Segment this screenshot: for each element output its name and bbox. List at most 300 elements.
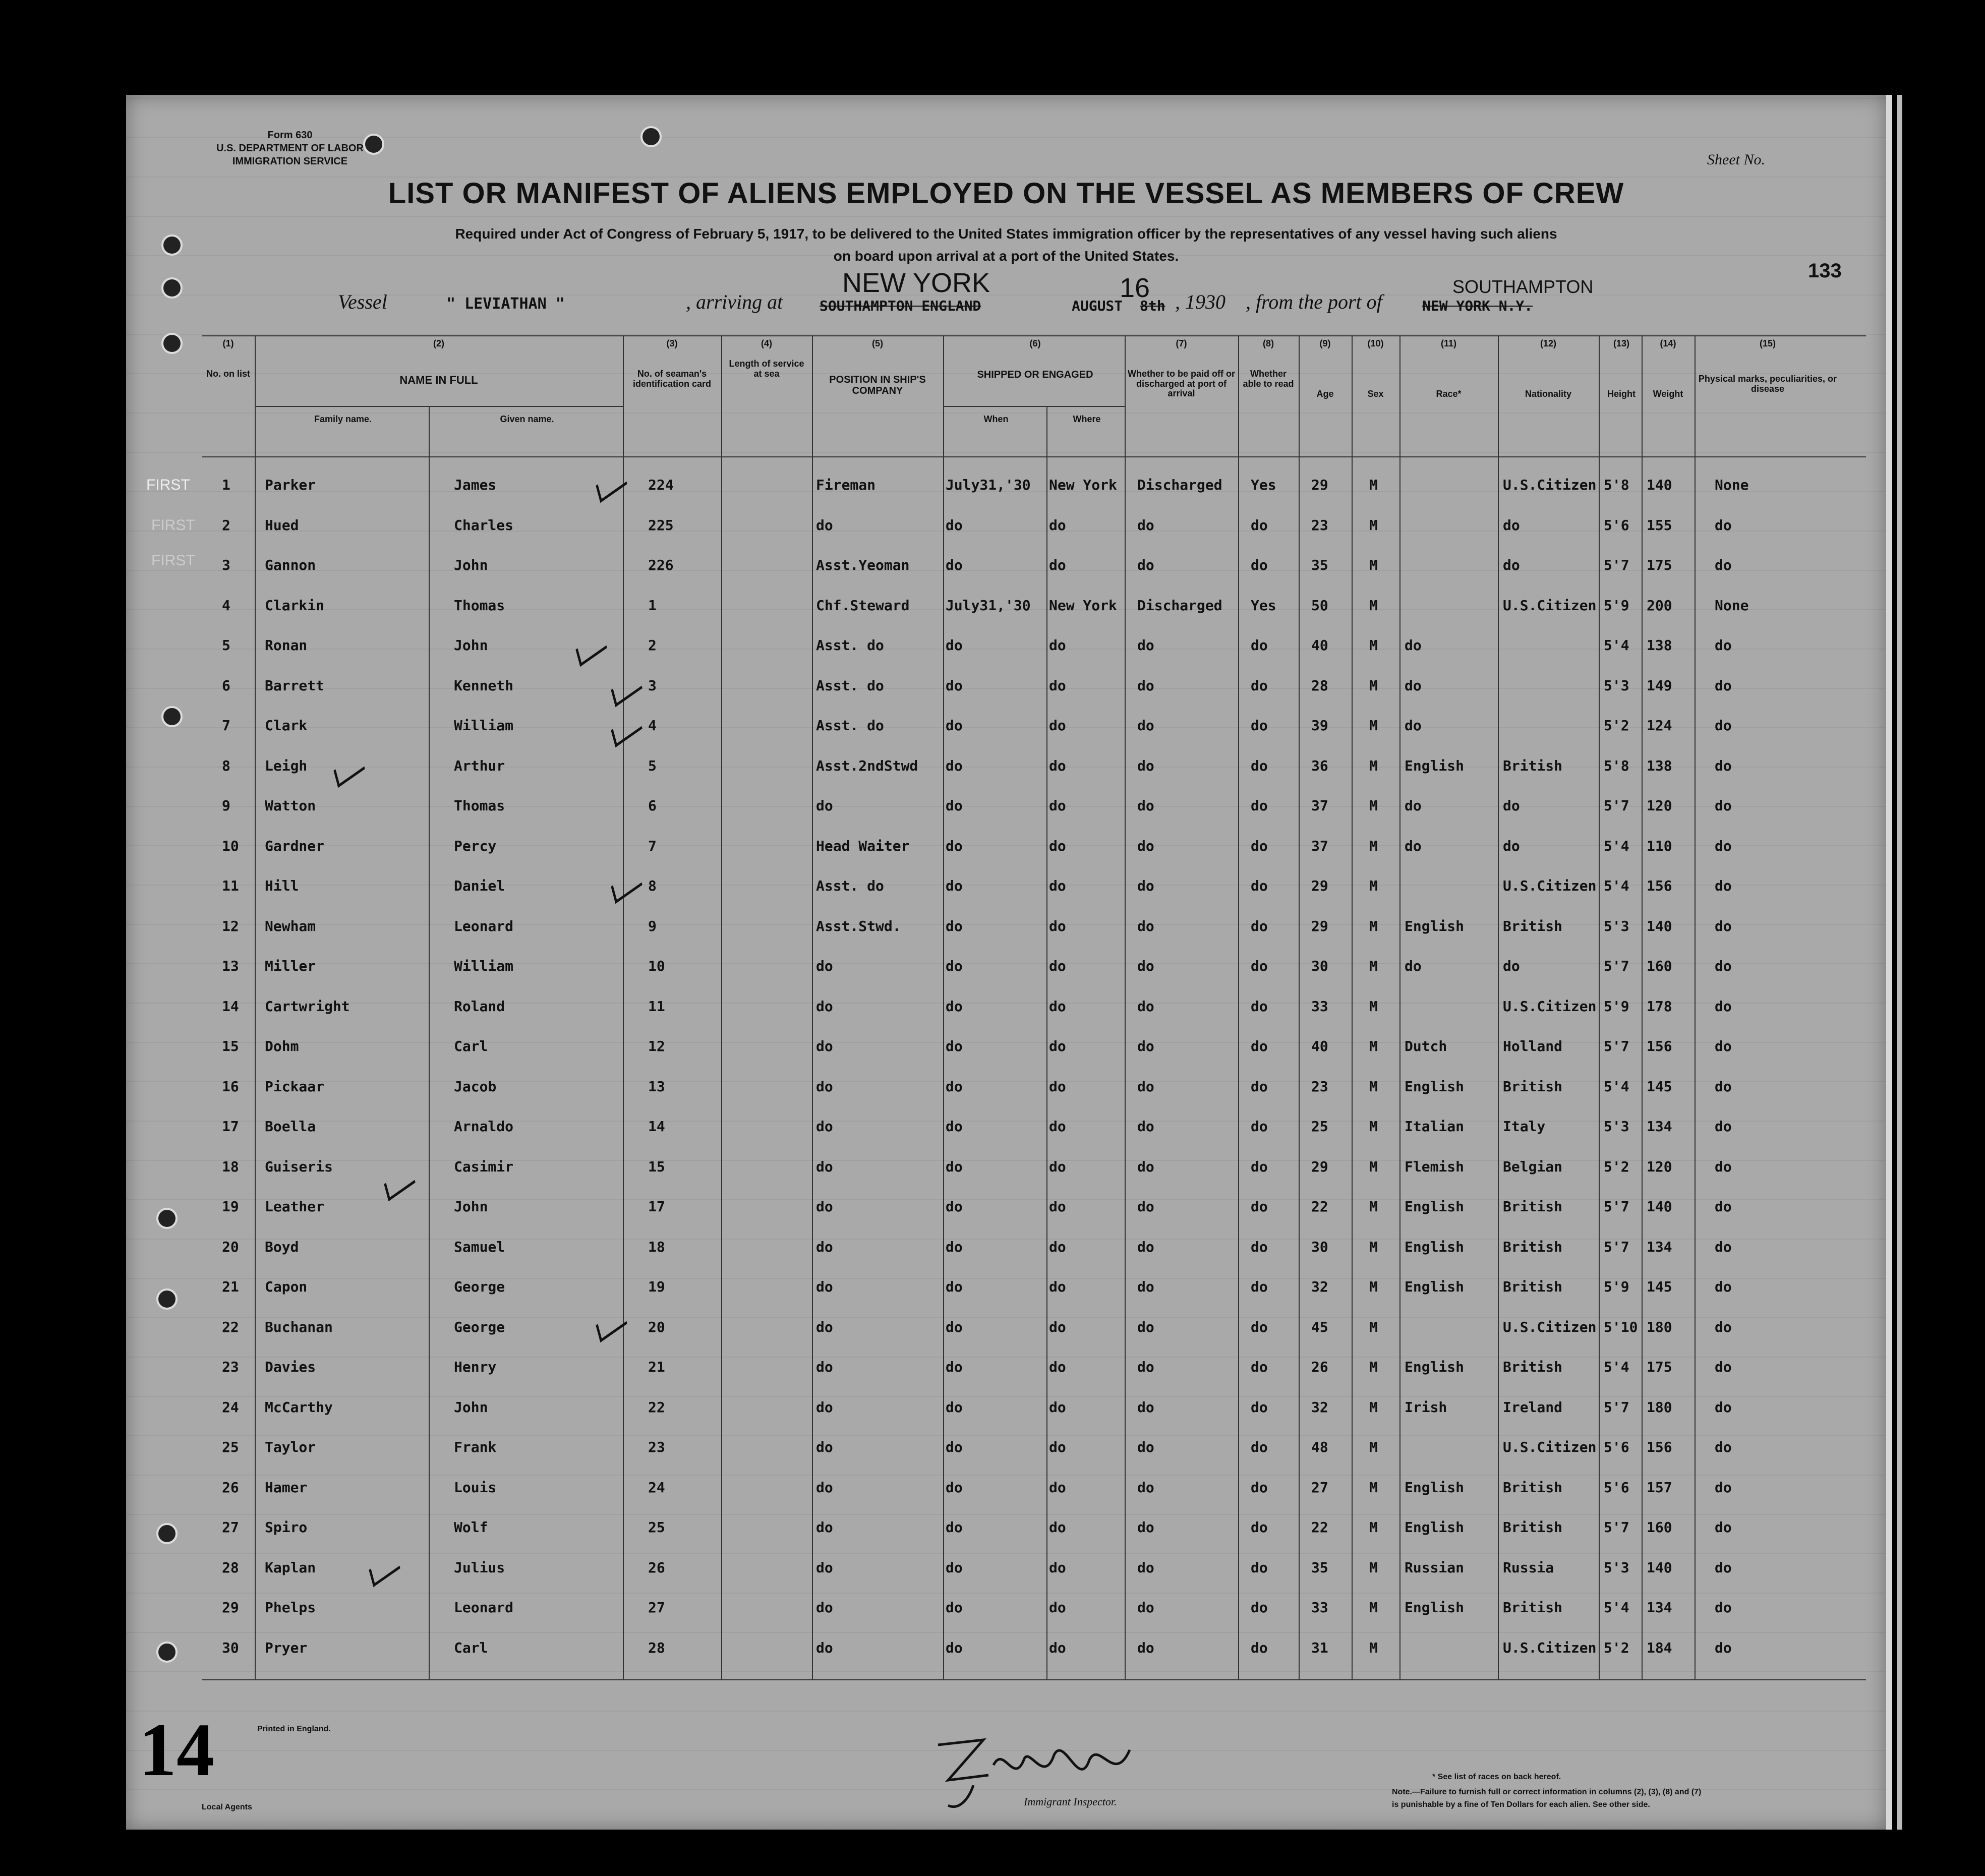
shipped-when-cell: do: [946, 557, 963, 573]
age-cell: 32: [1311, 1278, 1328, 1295]
paid-off-cell: do: [1137, 838, 1154, 854]
family-name-cell: Buchanan: [265, 1319, 333, 1335]
position-cell: do: [816, 517, 833, 534]
height-cell: 5'6: [1604, 517, 1629, 534]
arriving-label: , arriving at: [686, 290, 783, 313]
race-cell: English: [1405, 1078, 1465, 1095]
physical-marks-cell: None: [1715, 477, 1749, 493]
paid-off-cell: do: [1137, 918, 1154, 934]
shipped-when-cell: do: [946, 877, 963, 894]
family-name-cell: Leather: [265, 1198, 325, 1215]
position-cell: do: [816, 1399, 833, 1416]
column-rule: [1238, 335, 1239, 1679]
position-cell: do: [816, 1239, 833, 1255]
age-cell: 37: [1311, 838, 1328, 854]
physical-marks-cell: do: [1715, 877, 1732, 894]
weight-cell: 138: [1647, 757, 1672, 774]
height-cell: 5'9: [1604, 998, 1629, 1015]
sex-cell: M: [1369, 1278, 1378, 1295]
height-cell: 5'2: [1604, 717, 1629, 734]
column-rule: [1125, 335, 1126, 1679]
height-cell: 5'7: [1604, 557, 1629, 573]
physical-marks-cell: do: [1715, 1639, 1732, 1656]
column-rule: [429, 406, 430, 1679]
race-cell: do: [1405, 958, 1422, 974]
card-number-cell: 28: [648, 1639, 665, 1656]
card-number-cell: 18: [648, 1239, 665, 1255]
shipped-where-cell: do: [1049, 877, 1066, 894]
weight-cell: 156: [1647, 1439, 1672, 1455]
vessel-name: " LEVIATHAN ": [446, 295, 565, 313]
col-8-header: (8) Whether able to read: [1243, 338, 1294, 389]
physical-marks-cell: do: [1715, 677, 1732, 694]
paid-off-cell: do: [1137, 1599, 1154, 1616]
table-top-rule: [202, 335, 1866, 336]
paid-off-cell: Discharged: [1137, 477, 1222, 493]
row-number-cell: 10: [222, 838, 239, 854]
position-cell: Asst.2ndStwd: [816, 757, 918, 774]
fine-note-line-1: Note.—Failure to furnish full or correct information in columns (2), (3), (8) and (7): [1392, 1788, 1702, 1796]
weight-cell: 160: [1647, 1519, 1672, 1536]
given-name-cell: Leonard: [454, 1599, 514, 1616]
given-name-cell: Arthur: [454, 757, 505, 774]
row-number-cell: 14: [222, 998, 239, 1015]
weight-cell: 134: [1647, 1118, 1672, 1135]
col-15-header: (15) Physical marks, peculiarities, or disease: [1698, 338, 1837, 394]
card-number-cell: 6: [648, 797, 657, 814]
sex-cell: M: [1369, 1399, 1378, 1416]
sex-cell: M: [1369, 637, 1378, 654]
from-label: , from the port of: [1246, 290, 1382, 313]
able-to-read-cell: do: [1251, 838, 1268, 854]
age-cell: 33: [1311, 998, 1328, 1015]
shipped-where-cell: do: [1049, 1519, 1066, 1536]
weight-cell: 140: [1647, 1198, 1672, 1215]
shipped-where-cell: do: [1049, 1078, 1066, 1095]
sex-cell: M: [1369, 1038, 1378, 1054]
weight-cell: 120: [1647, 1158, 1672, 1175]
height-cell: 5'7: [1604, 1038, 1629, 1054]
shipped-where-cell: New York: [1049, 597, 1117, 614]
race-cell: do: [1405, 838, 1422, 854]
header-bottom-rule: [202, 456, 1866, 457]
sex-cell: M: [1369, 557, 1378, 573]
able-to-read-cell: Yes: [1251, 477, 1276, 493]
weight-cell: 178: [1647, 998, 1672, 1015]
shipped-when-cell: do: [946, 1639, 963, 1656]
card-number-cell: 14: [648, 1118, 665, 1135]
family-name-cell: Pickaar: [265, 1078, 325, 1095]
age-cell: 32: [1311, 1399, 1328, 1416]
given-name-cell: Julius: [454, 1559, 505, 1576]
age-cell: 22: [1311, 1519, 1328, 1536]
race-cell: do: [1405, 797, 1422, 814]
weight-cell: 180: [1647, 1399, 1672, 1416]
col-6-where-header: Where: [1073, 414, 1101, 424]
nationality-cell: British: [1503, 1239, 1563, 1255]
height-cell: 5'8: [1604, 757, 1629, 774]
family-name-cell: Newham: [265, 918, 316, 934]
weight-cell: 156: [1647, 1038, 1672, 1054]
sex-cell: M: [1369, 597, 1378, 614]
family-name-cell: Gannon: [265, 557, 316, 573]
shipped-when-cell: do: [946, 717, 963, 734]
able-to-read-cell: do: [1251, 1519, 1268, 1536]
col-14-header: (14) Weight: [1653, 338, 1683, 399]
given-name-cell: Carl: [454, 1038, 488, 1054]
given-name-cell: Carl: [454, 1639, 488, 1656]
row-number-cell: 9: [222, 797, 230, 814]
given-name-cell: Roland: [454, 998, 505, 1015]
family-name-cell: Kaplan: [265, 1559, 316, 1576]
nationality-cell: British: [1503, 918, 1563, 934]
col-9-header: (9) Age: [1316, 338, 1334, 399]
row-number-cell: 24: [222, 1399, 239, 1416]
weight-cell: 110: [1647, 838, 1672, 854]
shipped-when-cell: do: [946, 1038, 963, 1054]
nationality-cell: Russia: [1503, 1559, 1554, 1576]
age-cell: 29: [1311, 877, 1328, 894]
shipped-where-cell: do: [1049, 1599, 1066, 1616]
vessel-label: Vessel: [338, 290, 387, 313]
given-name-cell: Wolf: [454, 1519, 488, 1536]
paid-off-cell: do: [1137, 1319, 1154, 1335]
able-to-read-cell: do: [1251, 1399, 1268, 1416]
sheet-number: 133: [1808, 260, 1842, 282]
given-name-cell: Daniel: [454, 877, 505, 894]
height-cell: 5'3: [1604, 677, 1629, 694]
family-name-cell: Hill: [265, 877, 299, 894]
row-number-cell: 18: [222, 1158, 239, 1175]
paid-off-cell: do: [1137, 1118, 1154, 1135]
paid-off-cell: do: [1137, 1359, 1154, 1375]
column-rule: [1299, 335, 1300, 1679]
height-cell: 5'8: [1604, 477, 1629, 493]
age-cell: 39: [1311, 717, 1328, 734]
nationality-cell: U.S.Citizen: [1503, 477, 1597, 493]
race-cell: English: [1405, 1198, 1465, 1215]
given-name-cell: Arnaldo: [454, 1118, 514, 1135]
shipped-where-cell: do: [1049, 1439, 1066, 1455]
col-10-header: (10) Sex: [1367, 338, 1384, 399]
nationality-cell: British: [1503, 1278, 1563, 1295]
shipped-when-cell: do: [946, 958, 963, 974]
subtitle-line-2: on board upon arrival at a port of the United States.: [833, 248, 1179, 264]
col-11-header: (11) Race*: [1436, 338, 1462, 399]
height-cell: 5'7: [1604, 1198, 1629, 1215]
shipped-when-cell: do: [946, 1118, 963, 1135]
paid-off-cell: do: [1137, 1038, 1154, 1054]
nationality-cell: British: [1503, 1479, 1563, 1496]
side-note: FIRST: [151, 517, 195, 534]
column-rule: [1046, 406, 1047, 1679]
shipped-when-cell: do: [946, 1198, 963, 1215]
row-number-cell: 8: [222, 757, 230, 774]
race-cell: Irish: [1405, 1399, 1447, 1416]
shipped-where-cell: do: [1049, 1239, 1066, 1255]
given-name-cell: William: [454, 717, 514, 734]
paid-off-cell: do: [1137, 517, 1154, 534]
able-to-read-cell: do: [1251, 717, 1268, 734]
race-cell: English: [1405, 1278, 1465, 1295]
paid-off-cell: do: [1137, 677, 1154, 694]
given-name-cell: John: [454, 1198, 488, 1215]
shipped-where-cell: do: [1049, 1359, 1066, 1375]
family-name-cell: Hamer: [265, 1479, 308, 1496]
paid-off-cell: do: [1137, 1078, 1154, 1095]
height-cell: 5'4: [1604, 637, 1629, 654]
able-to-read-cell: do: [1251, 1038, 1268, 1054]
physical-marks-cell: do: [1715, 1278, 1732, 1295]
position-cell: do: [816, 1158, 833, 1175]
col-6-when-header: When: [983, 414, 1009, 424]
given-name-cell: Thomas: [454, 797, 505, 814]
column-rule: [1498, 335, 1499, 1679]
position-cell: do: [816, 1038, 833, 1054]
age-cell: 31: [1311, 1639, 1328, 1656]
physical-marks-cell: do: [1715, 1239, 1732, 1255]
col-2-given-header: Given name.: [500, 414, 554, 424]
sex-cell: M: [1369, 797, 1378, 814]
family-name-cell: Capon: [265, 1278, 308, 1295]
row-number-cell: 11: [222, 877, 239, 894]
shipped-where-cell: do: [1049, 1479, 1066, 1496]
able-to-read-cell: do: [1251, 1639, 1268, 1656]
height-cell: 5'7: [1604, 958, 1629, 974]
sex-cell: M: [1369, 877, 1378, 894]
age-cell: 30: [1311, 958, 1328, 974]
given-name-cell: George: [454, 1278, 505, 1295]
age-cell: 45: [1311, 1319, 1328, 1335]
nationality-cell: Belgian: [1503, 1158, 1563, 1175]
col-12-header: (12) Nationality: [1525, 338, 1571, 399]
card-number-cell: 25: [648, 1519, 665, 1536]
shipped-where-cell: do: [1049, 958, 1066, 974]
given-name-cell: Frank: [454, 1439, 497, 1455]
physical-marks-cell: do: [1715, 1038, 1732, 1054]
family-name-cell: Leigh: [265, 757, 308, 774]
race-cell: Dutch: [1405, 1038, 1447, 1054]
shipped-when-cell: July31,'30: [946, 597, 1031, 614]
punch-hole: [640, 126, 662, 147]
row-number-cell: 17: [222, 1118, 239, 1135]
race-cell: English: [1405, 1519, 1465, 1536]
weight-cell: 134: [1647, 1239, 1672, 1255]
col-6-header: (6) SHIPPED OR ENGAGED: [977, 338, 1093, 380]
able-to-read-cell: do: [1251, 1559, 1268, 1576]
position-cell: Asst. do: [816, 677, 884, 694]
name-subheader-rule: [255, 406, 623, 407]
card-number-cell: 4: [648, 717, 657, 734]
shipped-when-cell: do: [946, 1519, 963, 1536]
shipped-when-cell: do: [946, 1278, 963, 1295]
family-name-cell: Taylor: [265, 1439, 316, 1455]
sex-cell: M: [1369, 1198, 1378, 1215]
age-cell: 40: [1311, 1038, 1328, 1054]
position-cell: do: [816, 1639, 833, 1656]
shipped-subheader-rule: [943, 406, 1125, 407]
row-number-cell: 27: [222, 1519, 239, 1536]
sex-cell: M: [1369, 1359, 1378, 1375]
card-number-cell: 226: [648, 557, 674, 573]
physical-marks-cell: do: [1715, 1599, 1732, 1616]
nationality-cell: British: [1503, 1359, 1563, 1375]
col-3-header: (3) No. of seaman's identification card: [632, 338, 712, 389]
shipped-when-cell: do: [946, 517, 963, 534]
height-cell: 5'6: [1604, 1439, 1629, 1455]
weight-cell: 120: [1647, 797, 1672, 814]
family-name-cell: Gardner: [265, 838, 325, 854]
able-to-read-cell: do: [1251, 1239, 1268, 1255]
punch-hole: [161, 277, 183, 299]
col-1-header: (1) No. on list: [206, 338, 250, 379]
paid-off-cell: do: [1137, 1479, 1154, 1496]
nationality-cell: do: [1503, 958, 1520, 974]
punch-hole: [156, 1288, 178, 1310]
column-rule: [721, 335, 722, 1679]
family-name-cell: Boyd: [265, 1239, 299, 1255]
sex-cell: M: [1369, 1239, 1378, 1255]
position-cell: do: [816, 1519, 833, 1536]
age-cell: 29: [1311, 918, 1328, 934]
age-cell: 35: [1311, 1559, 1328, 1576]
position-cell: Asst. do: [816, 877, 884, 894]
race-cell: do: [1405, 717, 1422, 734]
paid-off-cell: do: [1137, 717, 1154, 734]
position-cell: do: [816, 998, 833, 1015]
physical-marks-cell: do: [1715, 1319, 1732, 1335]
row-number-cell: 26: [222, 1479, 239, 1496]
card-number-cell: 13: [648, 1078, 665, 1095]
physical-marks-cell: do: [1715, 1399, 1732, 1416]
sex-cell: M: [1369, 838, 1378, 854]
nationality-cell: U.S.Citizen: [1503, 1439, 1597, 1455]
sex-cell: M: [1369, 1118, 1378, 1135]
able-to-read-cell: do: [1251, 677, 1268, 694]
paid-off-cell: do: [1137, 1639, 1154, 1656]
sex-cell: M: [1369, 1319, 1378, 1335]
height-cell: 5'7: [1604, 1519, 1629, 1536]
weight-cell: 160: [1647, 958, 1672, 974]
nationality-cell: U.S.Citizen: [1503, 998, 1597, 1015]
race-cell: do: [1405, 677, 1422, 694]
given-name-cell: John: [454, 1399, 488, 1416]
nationality-cell: British: [1503, 1078, 1563, 1095]
shipped-when-cell: do: [946, 1319, 963, 1335]
nationality-cell: U.S.Citizen: [1503, 1319, 1597, 1335]
height-cell: 5'4: [1604, 1078, 1629, 1095]
from-crossed: NEW YORK N.Y.: [1422, 298, 1533, 314]
able-to-read-cell: do: [1251, 797, 1268, 814]
race-cell: Flemish: [1405, 1158, 1465, 1175]
row-number-cell: 4: [222, 597, 230, 614]
card-number-cell: 10: [648, 958, 665, 974]
age-cell: 25: [1311, 1118, 1328, 1135]
height-cell: 5'3: [1604, 918, 1629, 934]
weight-cell: 145: [1647, 1278, 1672, 1295]
position-cell: Asst.Yeoman: [816, 557, 910, 573]
inspector-label: Immigrant Inspector.: [1024, 1795, 1117, 1808]
family-name-cell: McCarthy: [265, 1399, 333, 1416]
given-name-cell: William: [454, 958, 514, 974]
age-cell: 48: [1311, 1439, 1328, 1455]
shipped-where-cell: do: [1049, 1158, 1066, 1175]
nationality-cell: Italy: [1503, 1118, 1546, 1135]
subtitle-line-1: Required under Act of Congress of February 5, 1917, to be delivered to the United States immigration officer by the representatives of any vessel having such aliens: [455, 226, 1557, 242]
row-number-cell: 1: [222, 477, 230, 493]
card-number-cell: 2: [648, 637, 657, 654]
col-2-header: (2) NAME IN FULL: [399, 338, 478, 386]
shipped-when-cell: do: [946, 1599, 963, 1616]
height-cell: 5'7: [1604, 797, 1629, 814]
shipped-where-cell: do: [1049, 918, 1066, 934]
age-cell: 27: [1311, 1479, 1328, 1496]
paid-off-cell: do: [1137, 877, 1154, 894]
weight-cell: 140: [1647, 477, 1672, 493]
card-number-cell: 224: [648, 477, 674, 493]
weight-cell: 140: [1647, 918, 1672, 934]
family-name-cell: Barrett: [265, 677, 325, 694]
paid-off-cell: do: [1137, 1439, 1154, 1455]
position-cell: Fireman: [816, 477, 876, 493]
age-cell: 23: [1311, 517, 1328, 534]
card-number-cell: 20: [648, 1319, 665, 1335]
height-cell: 5'7: [1604, 1239, 1629, 1255]
card-number-cell: 24: [648, 1479, 665, 1496]
sex-cell: M: [1369, 1158, 1378, 1175]
sex-cell: M: [1369, 517, 1378, 534]
position-cell: Head Waiter: [816, 838, 910, 854]
able-to-read-cell: do: [1251, 637, 1268, 654]
column-rule: [1695, 335, 1696, 1679]
weight-cell: 134: [1647, 1599, 1672, 1616]
sex-cell: M: [1369, 717, 1378, 734]
from-port: SOUTHAMPTON: [1452, 276, 1594, 297]
row-number-cell: 13: [222, 958, 239, 974]
row-number-cell: 30: [222, 1639, 239, 1656]
able-to-read-cell: do: [1251, 1278, 1268, 1295]
shipped-where-cell: do: [1049, 717, 1066, 734]
race-cell: English: [1405, 1599, 1465, 1616]
sex-cell: M: [1369, 1599, 1378, 1616]
column-rule: [812, 335, 813, 1679]
row-number-cell: 7: [222, 717, 230, 734]
column-rule: [1599, 335, 1600, 1679]
shipped-when-cell: do: [946, 1158, 963, 1175]
able-to-read-cell: do: [1251, 1078, 1268, 1095]
race-cell: English: [1405, 1239, 1465, 1255]
side-note: FIRST: [151, 552, 195, 569]
given-name-cell: Thomas: [454, 597, 505, 614]
table-bottom-rule: [202, 1679, 1866, 1680]
nationality-cell: U.S.Citizen: [1503, 1639, 1597, 1656]
weight-cell: 184: [1647, 1639, 1672, 1656]
nationality-cell: British: [1503, 1599, 1563, 1616]
race-cell: Italian: [1405, 1118, 1465, 1135]
card-number-cell: 23: [648, 1439, 665, 1455]
shipped-when-cell: do: [946, 1399, 963, 1416]
given-name-cell: Jacob: [454, 1078, 497, 1095]
physical-marks-cell: do: [1715, 918, 1732, 934]
sex-cell: M: [1369, 1519, 1378, 1536]
position-cell: do: [816, 1118, 833, 1135]
position-cell: do: [816, 1479, 833, 1496]
card-number-cell: 17: [648, 1198, 665, 1215]
family-name-cell: Clark: [265, 717, 308, 734]
column-rule: [255, 335, 256, 1679]
shipped-when-cell: do: [946, 1239, 963, 1255]
position-cell: do: [816, 1078, 833, 1095]
